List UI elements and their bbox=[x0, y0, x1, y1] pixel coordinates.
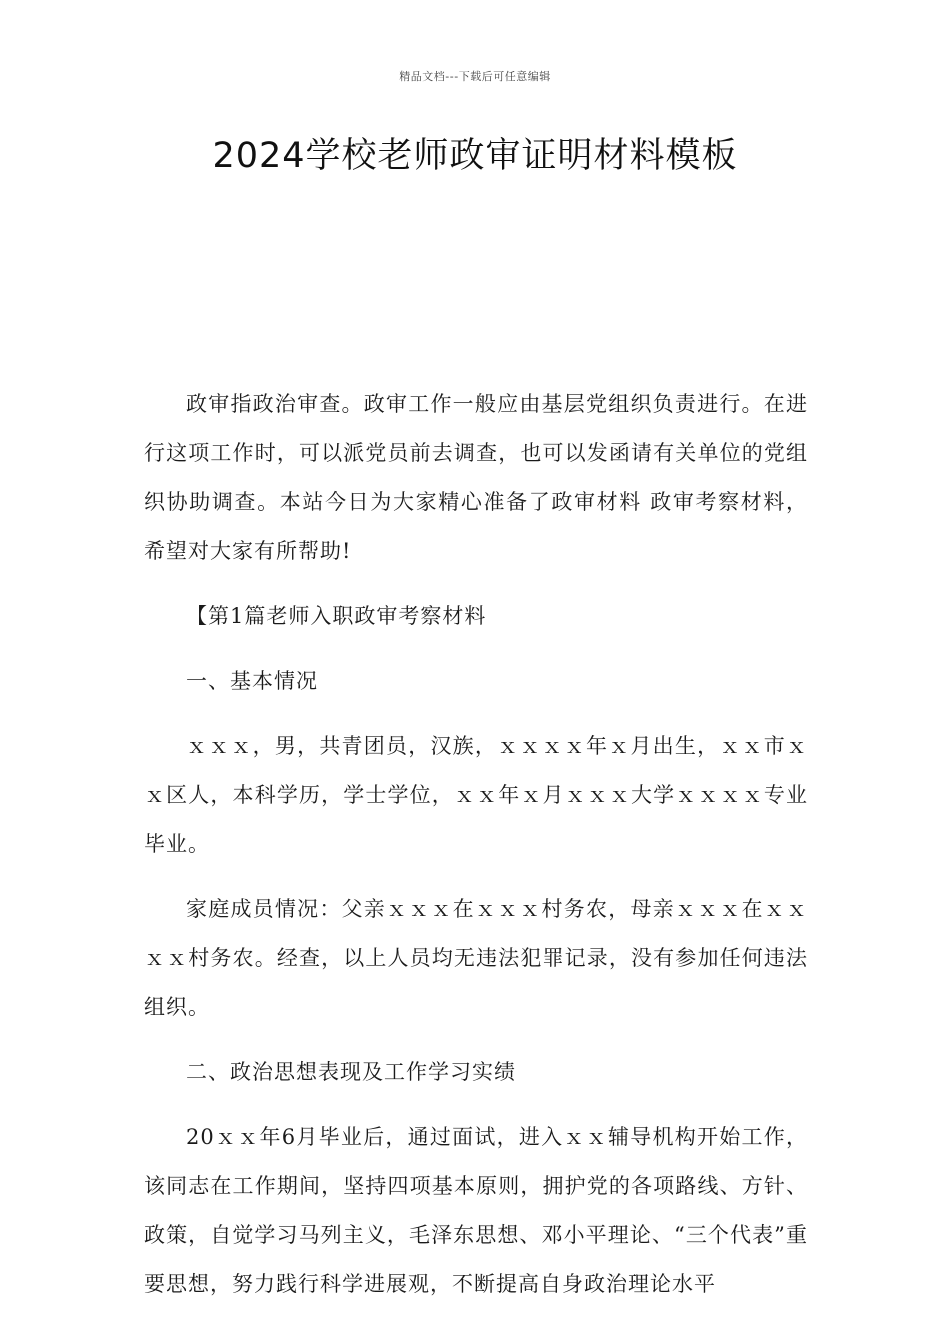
paragraph-intro: 政审指政治审查。政审工作一般应由基层党组织负责进行。在进行这项工作时，可以派党员前去调查，也可以发函请有关单位的党组织协助调查。本站今日为大家精心准备了政审材料 政审考察材料，希望对大家有所帮助! bbox=[144, 392, 808, 563]
document-body bbox=[144, 380, 808, 1325]
section-heading-political-performance: 二、政治思想表现及工作学习实绩 bbox=[186, 1060, 516, 1084]
paragraph-family-members: 家庭成员情况：父亲ｘｘｘ在ｘｘｘ村务农，母亲ｘｘｘ在ｘｘｘｘ村务农。经查，以上人员均无违法犯罪记录，没有参加任何违法组织。 bbox=[144, 897, 808, 1019]
section-heading-chapter-1: 【第1篇老师入职政审考察材料 bbox=[186, 604, 487, 628]
document-title: 2024学校老师政审证明材料模板 bbox=[212, 136, 738, 176]
paragraph-basic-info: ｘｘｘ，男，共青团员，汉族，ｘｘｘｘ年ｘ月出生，ｘｘ市ｘｘ区人，本科学历，学士学位，ｘｘ年ｘ月ｘｘｘ大学ｘｘｘｘ专业毕业。 bbox=[144, 734, 808, 856]
paragraph-political-performance: 20ｘｘ年6月毕业后，通过面试，进入ｘｘ辅导机构开始工作，该同志在工作期间，坚持四项基本原则，拥护党的各项路线、方针、政策，自觉学习马列主义，毛泽东思想、邓小平理论、“三个代表”重要思想，努力践行科学进展观，不断提高自身政治理论水平 bbox=[144, 1125, 808, 1296]
header-note: 精品文档---下载后可任意编辑 bbox=[399, 70, 551, 83]
section-heading-basic-info: 一、基本情况 bbox=[186, 669, 318, 693]
